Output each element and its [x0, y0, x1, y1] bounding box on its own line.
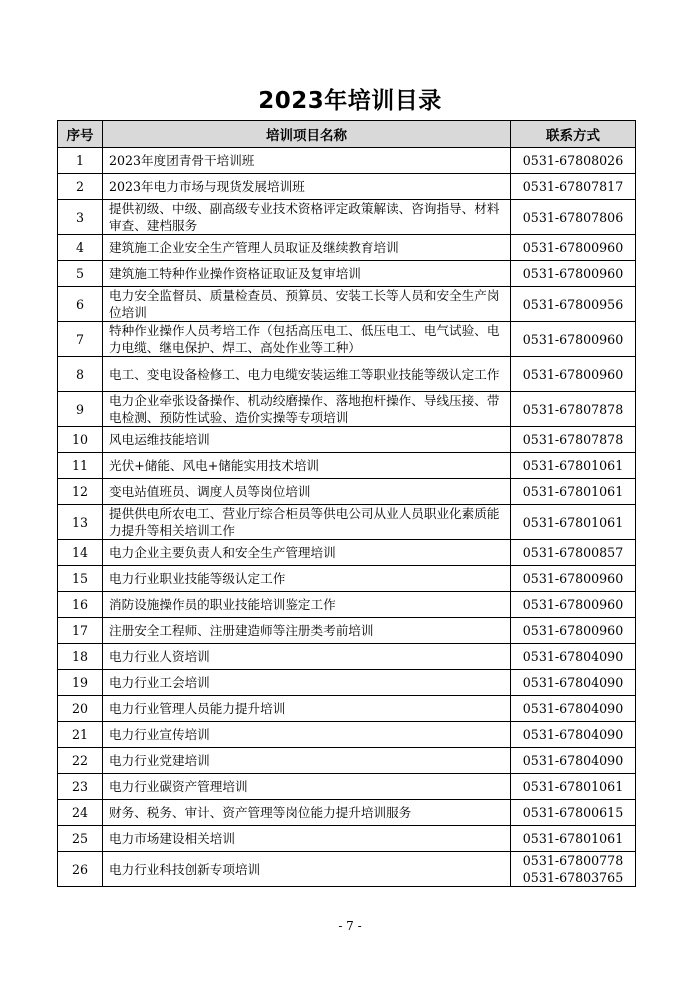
row-contact: 0531-67804090	[511, 670, 636, 696]
row-project-name: 特种作业操作人员考培工作（包括高压电工、低压电工、电气试验、电力电缆、继电保护、焊工、高处作业等工种）	[103, 322, 511, 357]
row-contact: 0531-67807878	[511, 427, 636, 453]
table-row	[58, 427, 636, 453]
row-project-name: 电力行业职业技能等级认定工作	[103, 566, 511, 592]
table-row	[58, 148, 636, 174]
table-row	[58, 774, 636, 800]
row-contact: 0531-67804090	[511, 748, 636, 774]
header-contact: 联系方式	[511, 121, 636, 148]
row-project-name: 电力行业工会培训	[103, 670, 511, 696]
row-number: 5	[58, 261, 103, 287]
row-project-name: 电力行业碳资产管理培训	[103, 774, 511, 800]
row-project-name: 消防设施操作员的职业技能培训鉴定工作	[103, 592, 511, 618]
training-catalog-table	[57, 120, 636, 887]
row-number: 21	[58, 722, 103, 748]
row-contact: 0531-67800960	[511, 566, 636, 592]
row-project-name: 注册安全工程师、注册建造师等注册类考前培训	[103, 618, 511, 644]
page-number: - 7 -	[338, 919, 362, 933]
table-row	[58, 287, 636, 322]
row-contact: 0531-67808026	[511, 148, 636, 174]
table-row	[58, 800, 636, 826]
row-project-name: 电力行业宣传培训	[103, 722, 511, 748]
row-number: 8	[58, 357, 103, 392]
table-row	[58, 357, 636, 392]
row-contact: 0531-67800960	[511, 261, 636, 287]
row-project-name: 提供初级、中级、副高级专业技术资格评定政策解读、咨询指导、材料审查、建档服务	[103, 200, 511, 235]
table-row	[58, 392, 636, 427]
table-row	[58, 200, 636, 235]
row-number: 7	[58, 322, 103, 357]
table-header-row	[58, 121, 636, 148]
row-number: 9	[58, 392, 103, 427]
row-project-name: 电力安全监督员、质量检查员、预算员、安装工长等人员和安全生产岗位培训	[103, 287, 511, 322]
row-number: 14	[58, 540, 103, 566]
row-contact: 0531-67800956	[511, 287, 636, 322]
row-number: 20	[58, 696, 103, 722]
row-number: 22	[58, 748, 103, 774]
row-contact: 0531-67800960	[511, 357, 636, 392]
row-project-name: 电力企业牵张设备操作、机动绞磨操作、落地抱杆操作、导线压接、带电检测、预防性试验、造价实操等专项培训	[103, 392, 511, 427]
row-project-name: 电力行业人资培训	[103, 644, 511, 670]
row-number: 6	[58, 287, 103, 322]
row-contact: 0531-67801061	[511, 505, 636, 540]
row-project-name: 2023年电力市场与现货发展培训班	[103, 174, 511, 200]
row-project-name: 风电运维技能培训	[103, 427, 511, 453]
row-contact: 0531-67807817	[511, 174, 636, 200]
table-row	[58, 566, 636, 592]
row-contact: 0531-67801061	[511, 479, 636, 505]
row-contact: 0531-67807878	[511, 392, 636, 427]
row-number: 19	[58, 670, 103, 696]
row-number: 16	[58, 592, 103, 618]
table-row	[58, 748, 636, 774]
table-row	[58, 644, 636, 670]
row-contact: 0531-67804090	[511, 696, 636, 722]
row-contact: 0531-67800778 0531-67803765	[511, 852, 636, 887]
row-contact: 0531-67800960	[511, 618, 636, 644]
row-contact: 0531-67804090	[511, 722, 636, 748]
row-contact: 0531-67801061	[511, 774, 636, 800]
row-project-name: 电力市场建设相关培训	[103, 826, 511, 852]
row-number: 11	[58, 453, 103, 479]
row-contact: 0531-67800615	[511, 800, 636, 826]
row-project-name: 电力行业管理人员能力提升培训	[103, 696, 511, 722]
table-row	[58, 696, 636, 722]
row-number: 26	[58, 852, 103, 887]
header-number: 序号	[58, 121, 103, 148]
row-number: 2	[58, 174, 103, 200]
header-project-name: 培训项目名称	[103, 121, 511, 148]
row-contact: 0531-67807806	[511, 200, 636, 235]
row-contact: 0531-67800857	[511, 540, 636, 566]
table-row	[58, 618, 636, 644]
row-number: 12	[58, 479, 103, 505]
table-body	[58, 148, 636, 887]
row-contact: 0531-67804090	[511, 644, 636, 670]
table-row	[58, 852, 636, 887]
row-project-name: 2023年度团青骨干培训班	[103, 148, 511, 174]
table-row	[58, 174, 636, 200]
row-number: 23	[58, 774, 103, 800]
row-project-name: 光伏+储能、风电+储能实用技术培训	[103, 453, 511, 479]
table-row	[58, 235, 636, 261]
table-row	[58, 670, 636, 696]
row-project-name: 提供供电所农电工、营业厅综合柜员等供电公司从业人员职业化素质能力提升等相关培训工作	[103, 505, 511, 540]
table-row	[58, 453, 636, 479]
row-contact: 0531-67800960	[511, 235, 636, 261]
table-row	[58, 261, 636, 287]
row-number: 25	[58, 826, 103, 852]
row-project-name: 电力行业科技创新专项培训	[103, 852, 511, 887]
row-number: 17	[58, 618, 103, 644]
table-row	[58, 479, 636, 505]
row-number: 10	[58, 427, 103, 453]
table-row	[58, 540, 636, 566]
table-row	[58, 505, 636, 540]
row-project-name: 变电站值班员、调度人员等岗位培训	[103, 479, 511, 505]
row-number: 24	[58, 800, 103, 826]
row-contact: 0531-67800960	[511, 322, 636, 357]
row-number: 15	[58, 566, 103, 592]
table-row	[58, 722, 636, 748]
row-number: 13	[58, 505, 103, 540]
row-project-name: 电工、变电设备检修工、电力电缆安装运维工等职业技能等级认定工作	[103, 357, 511, 392]
row-contact: 0531-67800960	[511, 592, 636, 618]
table-row	[58, 592, 636, 618]
table-row	[58, 826, 636, 852]
row-project-name: 建筑施工特种作业操作资格证取证及复审培训	[103, 261, 511, 287]
row-project-name: 电力行业党建培训	[103, 748, 511, 774]
row-number: 1	[58, 148, 103, 174]
row-number: 18	[58, 644, 103, 670]
row-project-name: 财务、税务、审计、资产管理等岗位能力提升培训服务	[103, 800, 511, 826]
row-project-name: 建筑施工企业安全生产管理人员取证及继续教育培训	[103, 235, 511, 261]
row-contact: 0531-67801061	[511, 453, 636, 479]
table-row	[58, 322, 636, 357]
row-project-name: 电力企业主要负责人和安全生产管理培训	[103, 540, 511, 566]
row-number: 4	[58, 235, 103, 261]
row-contact: 0531-67801061	[511, 826, 636, 852]
page-title: 2023年培训目录	[258, 88, 442, 114]
row-number: 3	[58, 200, 103, 235]
